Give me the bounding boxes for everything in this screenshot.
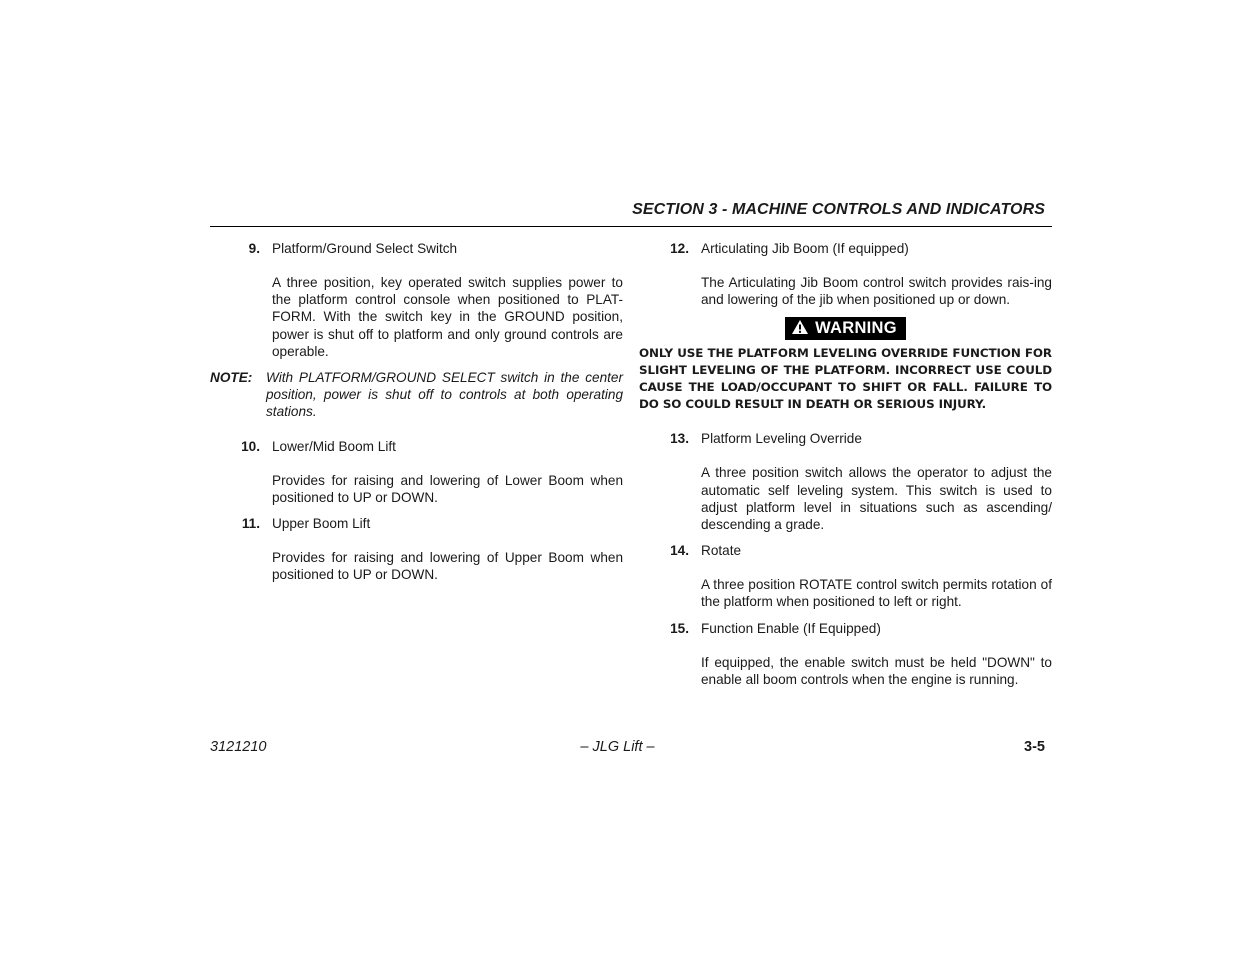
item-12-body: The Articulating Jib Boom control switch provides rais-ing and lowering of the jib when positioned up or down. — [701, 275, 1052, 308]
right-column — [639, 240, 1052, 697]
item-title: Platform Leveling Override — [701, 431, 862, 447]
item-title: Articulating Jib Boom (If equipped) — [701, 241, 909, 256]
item-10-body: Provides for raising and lowering of Lower Boom when positioned to UP or DOWN. — [272, 472, 623, 505]
footer-publisher: – JLG Lift – — [580, 739, 655, 755]
item-title: Lower/Mid Boom Lift — [272, 438, 396, 454]
item-11-body: Provides for raising and lowering of Upper Boom when positioned to UP or DOWN. — [272, 550, 623, 583]
item-number: 11. — [241, 516, 260, 532]
item-number: 12. — [670, 241, 689, 256]
item-number: 10. — [241, 438, 260, 454]
item-number: 9. — [248, 241, 260, 256]
footer-doc-number: 3121210 — [210, 739, 267, 755]
item-13-heading — [639, 430, 1052, 447]
section-title: SECTION 3 - MACHINE CONTROLS AND INDICATORS — [632, 201, 1045, 218]
item-13-body: A three position switch allows the operator to adjust the automatic self leveling system. This switch is used to adjust platform level in situations such as ascending/ descending a grade. — [701, 465, 1052, 533]
warning-badge — [785, 317, 906, 340]
item-9-heading — [210, 240, 623, 257]
warning-badge-wrap — [639, 317, 1052, 340]
item-14-body: A three position ROTATE control switch permits rotation of the platform when positioned to left or right. — [701, 577, 1052, 610]
item-title: Rotate — [701, 543, 742, 559]
item-number: 13. — [670, 431, 689, 447]
item-11-heading — [210, 515, 623, 532]
item-12-heading — [639, 240, 1052, 257]
item-9-body: A three position, key operated switch supplies power to the platform control console when positioned to PLAT-FORM. With the switch key in the GROUND position, power is shut off to platform and only ground controls are operable. — [272, 275, 623, 359]
item-10-heading — [210, 438, 623, 455]
warning-triangle-icon — [791, 319, 809, 335]
item-number: 15. — [670, 620, 689, 636]
item-number: 14. — [670, 543, 689, 559]
item-15-heading — [639, 620, 1052, 637]
footer-page-number: 3-5 — [1024, 739, 1045, 755]
item-title: Upper Boom Lift — [272, 516, 371, 532]
item-title: Platform/Ground Select Switch — [272, 241, 458, 256]
header-divider — [210, 226, 1052, 227]
item-14-heading — [639, 542, 1052, 559]
left-column — [210, 240, 623, 592]
note — [210, 369, 623, 421]
item-title: Function Enable (If Equipped) — [701, 620, 881, 636]
item-15-body: If equipped, the enable switch must be held "DOWN" to enable all boom controls when the engine is running. — [701, 654, 1052, 687]
note-label: NOTE: — [210, 370, 253, 386]
warning-text: ONLY USE THE PLATFORM LEVELING OVERRIDE FUNCTION FOR SLIGHT LEVELING OF THE PLATFORM. INCORRECT USE COULD CAUSE THE LOAD/OCCUPANT TO SHIFT OR FALL. FAILURE TO DO SO COULD RESULT IN DEATH OR SERIOUS INJURY. — [639, 346, 1052, 412]
note-text: With PLATFORM/GROUND SELECT switch in the center position, power is shut off to controls at both operating stations. — [266, 370, 623, 420]
warning-label: WARNING — [815, 319, 897, 338]
